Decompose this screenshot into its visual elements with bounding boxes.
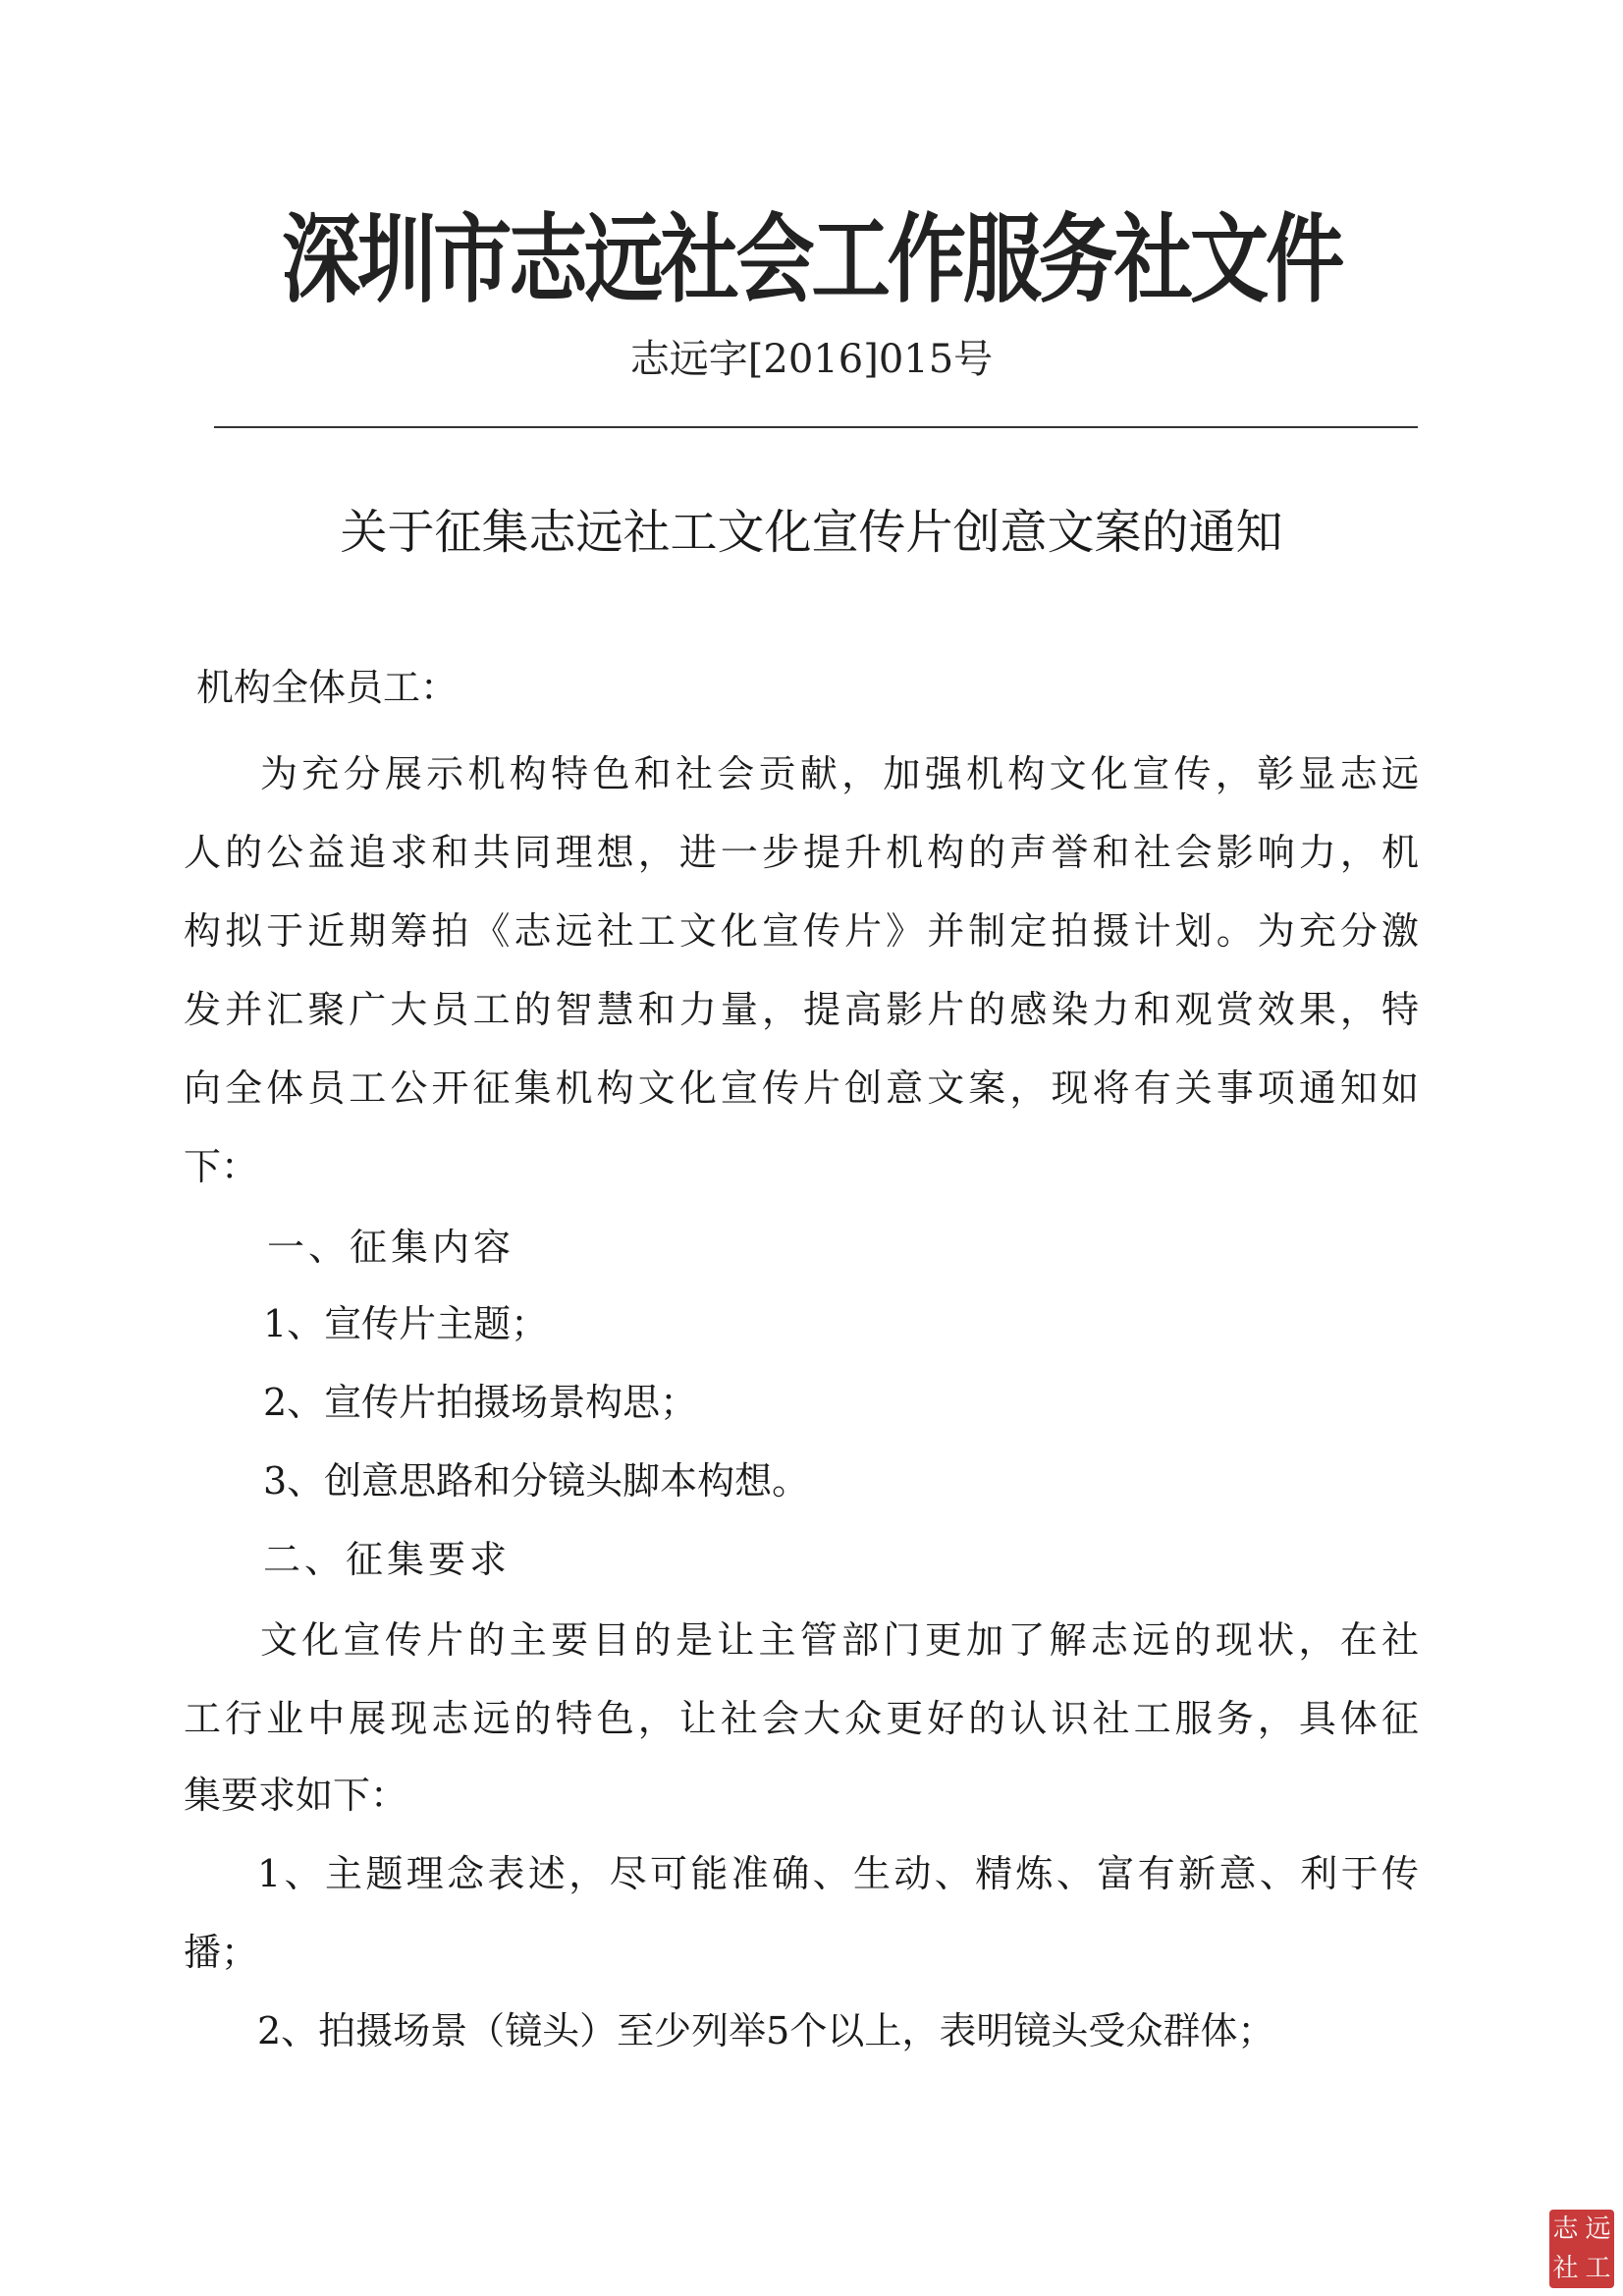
section-heading-1: 一、征集内容 [267, 1226, 515, 1269]
seal-char: 远 [1585, 2214, 1611, 2244]
organization-title: 深圳市志远社会工作服务社文件 [281, 204, 1342, 316]
list-item: 1、宣传片主题； [263, 1302, 549, 1345]
paragraph-line: 集要求如下： [184, 1774, 408, 1817]
list-item: 播； [184, 1931, 259, 1974]
list-item: 2、拍摄场景（镜头）至少列举5个以上，表明镜头受众群体； [257, 2009, 1275, 2052]
intro-line: 为充分展示机构特色和社会贡献，加强机构文化宣传，彰显志远 [260, 752, 1419, 795]
watermark-seal [1549, 2210, 1614, 2288]
salutation: 机构全体员工： [196, 666, 459, 709]
document-number: 志远字[2016]015号 [629, 337, 994, 382]
intro-line: 发并汇聚广大员工的智慧和力量，提高影片的感染力和观赏效果，特 [184, 988, 1419, 1031]
list-item: 2、宣传片拍摄场景构思； [263, 1381, 698, 1424]
section-heading-2: 二、征集要求 [263, 1538, 512, 1581]
intro-line: 人的公益追求和共同理想，进一步提升机构的声誉和社会影响力，机 [184, 831, 1419, 874]
intro-line: 构拟于近期筹拍《志远社工文化宣传片》并制定拍摄计划。为充分激 [184, 909, 1419, 953]
list-item: 1、主题理念表述，尽可能准确、生动、精炼、富有新意、利于传 [257, 1852, 1419, 1895]
intro-line: 向全体员工公开征集机构文化宣传片创意文案，现将有关事项通知如 [184, 1066, 1419, 1110]
paragraph-line: 工行业中展现志远的特色，让社会大众更好的认识社工服务，具体征 [184, 1697, 1419, 1740]
header-divider [214, 426, 1418, 428]
paragraph-line: 文化宣传片的主要目的是让主管部门更加了解志远的现状，在社 [260, 1618, 1419, 1662]
intro-line: 下： [184, 1145, 259, 1188]
list-item: 3、创意思路和分镜头脚本构想。 [263, 1459, 810, 1503]
notice-title: 关于征集志远社工文化宣传片创意文案的通知 [340, 505, 1283, 560]
seal-char: 志 [1552, 2214, 1579, 2244]
seal-char: 社 [1552, 2254, 1579, 2283]
seal-char: 工 [1585, 2254, 1611, 2283]
